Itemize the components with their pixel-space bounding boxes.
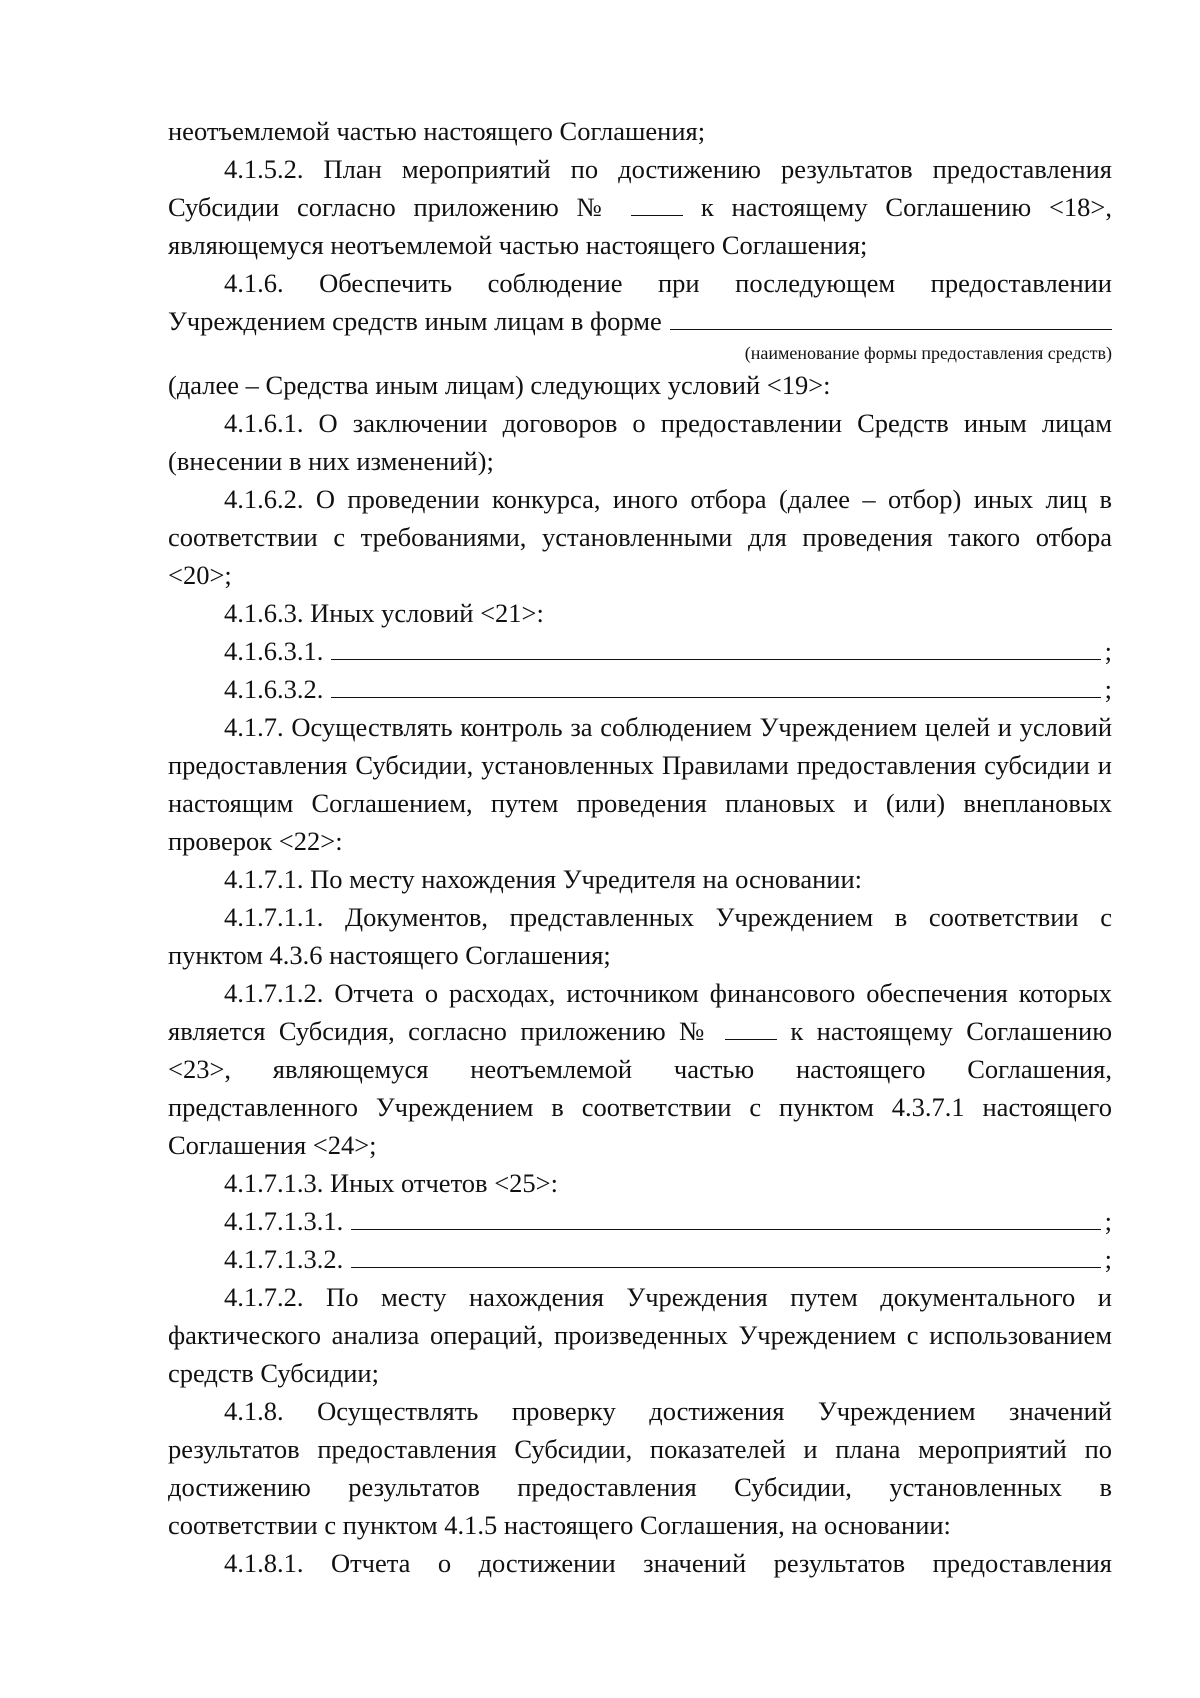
item-label: 4.1.6.3.1.	[224, 636, 324, 666]
paragraph-4-1-6: 4.1.6. Обеспечить соблюдение при последующем предоставлении	[224, 268, 1112, 298]
item-4-1-6-3-2	[168, 670, 1112, 708]
item-label: 4.1.6.3.2.	[224, 674, 324, 704]
paragraph-4-1-6-2: 4.1.6.2. О проведении конкурса, иного отбора (далее – отбор) иных лиц в соответствии с требованиями, установленными для проведения такого отбора <20>;	[168, 484, 1112, 590]
item-blank	[351, 1205, 1100, 1230]
item-semicolon: ;	[1104, 636, 1112, 666]
paragraph-4-1-8: 4.1.8. Осуществлять проверку достижения Учреждением значений результатов предоставления Субсидии, показателей и плана мероприятий по достижению результатов предоставления Субсидии, установленных в соответствии с пунктом 4.1.5 настоящего Соглашения, на основании:	[168, 1396, 1112, 1540]
paragraph-text: 4.1.5.2. План мероприятий по достижению результатов предоставления Субсидии согласно приложению №	[168, 154, 1112, 222]
paragraph-continuation: неотъемлемой частью настоящего Соглашения;	[168, 116, 706, 146]
item-4-1-6-3-1	[168, 632, 1112, 670]
item-4-1-7-1-3-2	[168, 1240, 1112, 1278]
item-semicolon: ;	[1104, 674, 1112, 704]
form-line	[168, 302, 1112, 340]
paragraph-text: к настоящему Соглашению <23>, являющемуся неотъемлемой частью настоящего Соглашения, представленного Учреждением в соответствии с пунктом 4.3.7.1 настоящего Соглашения <24>;	[168, 1016, 1112, 1160]
item-4-1-7-1-3-1	[168, 1202, 1112, 1240]
form-blank	[670, 305, 1112, 330]
form-caption: (наименование формы предоставления средств)	[744, 343, 1112, 363]
paragraph-4-1-7-1-3: 4.1.7.1.3. Иных отчетов <25>:	[224, 1168, 558, 1198]
paragraph-4-1-6-1: 4.1.6.1. О заключении договоров о предоставлении Средств иным лицам (внесении в них изменений);	[168, 408, 1112, 476]
paragraph-conditions: (далее – Средства иным лицам) следующих условий <19>:	[168, 370, 831, 400]
form-line-label: Учреждением средств иным лицам в форме	[168, 306, 662, 336]
item-label: 4.1.7.1.3.2.	[224, 1244, 344, 1274]
number-blank	[725, 1015, 777, 1040]
paragraph-text: к настоящему Соглашению <18>, являющемуся неотъемлемой частью настоящего Соглашения;	[168, 192, 1113, 260]
item-semicolon: ;	[1104, 1206, 1112, 1236]
item-blank	[331, 673, 1100, 698]
paragraph-4-1-8-1: 4.1.8.1. Отчета о достижении значений результатов предоставления	[224, 1548, 1112, 1578]
paragraph-4-1-7-1-2	[168, 974, 1112, 1164]
paragraph-4-1-5-2	[168, 150, 1112, 264]
paragraph-4-1-7-1-1: 4.1.7.1.1. Документов, представленных Учреждением в соответствии с пунктом 4.3.6 настоящего Соглашения;	[168, 902, 1112, 970]
item-blank	[351, 1243, 1100, 1268]
paragraph-4-1-6-3: 4.1.6.3. Иных условий <21>:	[224, 598, 544, 628]
item-semicolon: ;	[1104, 1244, 1112, 1274]
item-label: 4.1.7.1.3.1.	[224, 1206, 344, 1236]
paragraph-4-1-7-1: 4.1.7.1. По месту нахождения Учредителя на основании:	[224, 864, 863, 894]
document-page	[168, 112, 1112, 1582]
paragraph-text: 4.1.7.1.2. Отчета о расходах, источником финансового обеспечения которых является Субсидия, согласно приложению №	[168, 978, 1112, 1046]
paragraph-4-1-7: 4.1.7. Осуществлять контроль за соблюдением Учреждением целей и условий предоставления Субсидии, установленных Правилами предоставления субсидии и настоящим Соглашением, путем проведения плановых и (или) внеплановых проверок <22>:	[168, 712, 1112, 856]
number-blank	[631, 191, 683, 216]
item-blank	[331, 635, 1100, 660]
paragraph-4-1-7-2: 4.1.7.2. По месту нахождения Учреждения путем документального и фактического анализа операций, произведенных Учреждением с использованием средств Субсидии;	[168, 1282, 1112, 1388]
